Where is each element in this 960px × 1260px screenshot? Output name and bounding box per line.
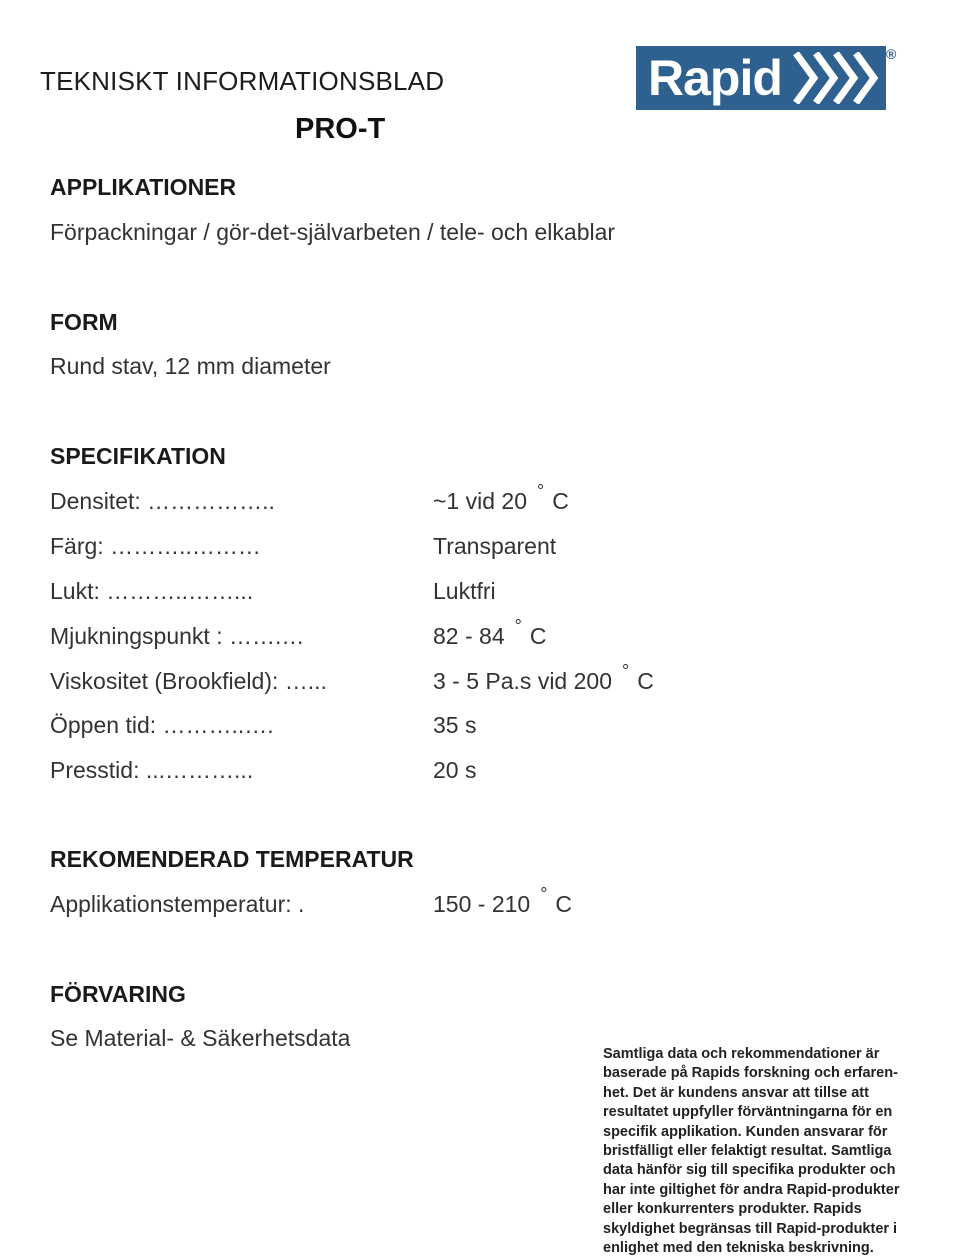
storage-text: Se Material- & Säkerhetsdata — [50, 1025, 351, 1051]
disclaimer-line: data hänför sig till specifika produkter och — [603, 1162, 896, 1179]
disclaimer-line: bristfälligt eller felaktigt resultat. Samtliga — [603, 1143, 892, 1160]
spec-value-odor: Luktfri — [433, 578, 496, 604]
spec-label-softening-point: Mjukningspunkt : …….… — [50, 623, 305, 649]
logo-wordmark: Rapid — [648, 50, 782, 106]
form-text: Rund stav, 12 mm diameter — [50, 353, 331, 379]
disclaimer-line: har inte giltighet för andra Rapid-produkter — [603, 1181, 900, 1198]
spec-value-density: ~1 vid 20 ° C — [433, 481, 569, 514]
registered-mark: ® — [886, 46, 897, 62]
spec-value-softening-point: 82 - 84 ° C — [433, 616, 547, 649]
disclaimer-line: Samtliga data och rekommendationer är — [603, 1046, 880, 1062]
disclaimer-line: het. Det är kundens ansvar att tillse att — [603, 1084, 869, 1101]
degree-symbol: ° — [540, 884, 548, 904]
degree-symbol: ° — [622, 661, 630, 681]
temp-label-application: Applikationstemperatur: . — [50, 891, 305, 917]
product-name: PRO-T — [295, 113, 386, 145]
logo-chevron-icon — [792, 52, 882, 104]
disclaimer-line: resultatet uppfyller förväntningarna för en — [603, 1104, 893, 1121]
temp-value-application: 150 - 210 ° C — [433, 884, 573, 917]
spec-label-density: Densitet: …………….. — [50, 488, 275, 514]
form-heading: FORM — [50, 309, 118, 335]
disclaimer-line: skyldighet begränsas till Rapid-produkter i — [603, 1220, 898, 1237]
rapid-logo — [636, 46, 902, 110]
degree-symbol: ° — [537, 481, 545, 501]
degree-symbol: ° — [514, 616, 522, 636]
spec-label-color: Färg: ………..……… — [50, 533, 261, 559]
spec-label-viscosity: Viskositet (Brookfield): …... — [50, 668, 327, 694]
spec-label-press-time: Presstid: ...………... — [50, 757, 254, 783]
disclaimer-line: enlighet med den tekniska beskrivning. — [603, 1240, 874, 1257]
specification-heading: SPECIFIKATION — [50, 443, 226, 469]
storage-heading: FÖRVARING — [50, 981, 186, 1007]
disclaimer-line: specifik applikation. Kunden ansvarar för — [603, 1123, 888, 1140]
applications-heading: APPLIKATIONER — [50, 174, 237, 200]
spec-value-viscosity: 3 - 5 Pa.s vid 200 ° C — [433, 661, 654, 694]
spec-label-odor: Lukt: ………..……... — [50, 578, 254, 604]
disclaimer-text — [603, 1045, 913, 1258]
spec-label-open-time: Öppen tid: ………..…. — [50, 712, 274, 738]
disclaimer-line: baserade på Rapids forskning och erfaren- — [603, 1065, 898, 1082]
spec-value-color: Transparent — [433, 533, 557, 559]
spec-value-press-time: 20 s — [433, 757, 477, 783]
applications-text: Förpackningar / gör-det-självarbeten / tele- och elkablar — [50, 219, 616, 245]
document-title: TEKNISKT INFORMATIONSBLAD — [40, 66, 445, 96]
temperature-heading: REKOMENDERAD TEMPERATUR — [50, 846, 414, 872]
disclaimer-line: eller konkurrenters produkter. Rapids — [603, 1201, 862, 1218]
spec-value-open-time: 35 s — [433, 712, 477, 738]
